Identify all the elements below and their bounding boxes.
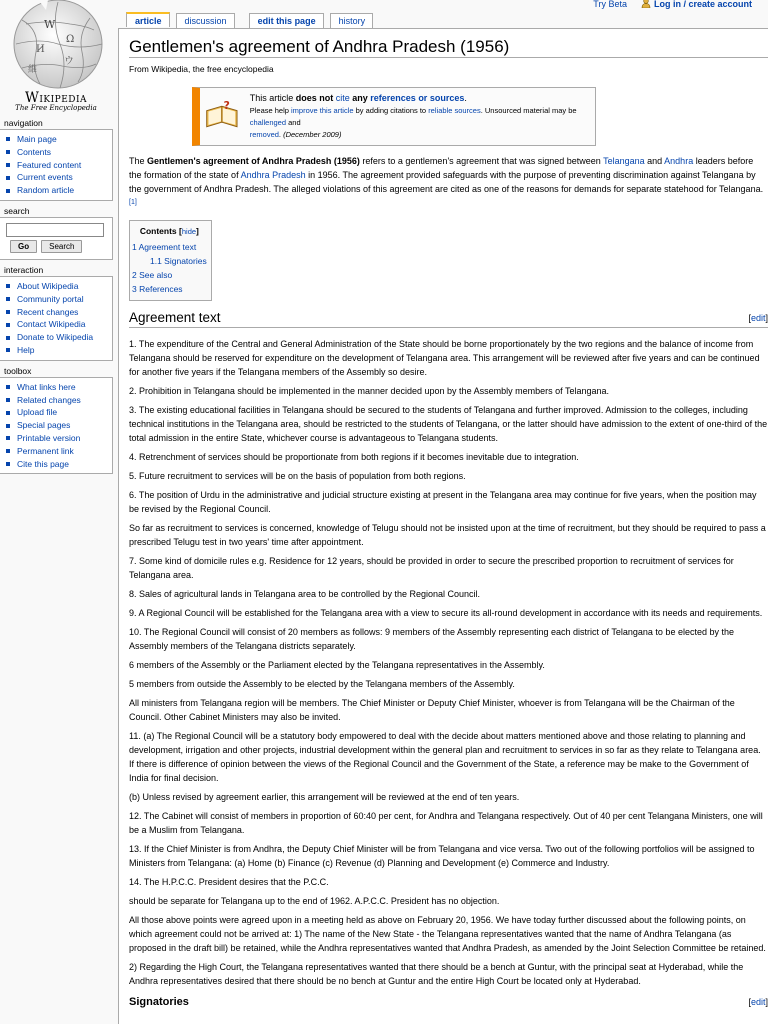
- toolbox-item[interactable]: [6, 381, 110, 394]
- tab-history[interactable]: history: [330, 13, 374, 28]
- svg-text:Ω: Ω: [66, 34, 75, 45]
- toc-item-references[interactable]: 3 References: [132, 284, 183, 294]
- notice-text-2: by adding citations to: [353, 106, 429, 115]
- andhra-pradesh-link[interactable]: Andhra Pradesh: [240, 170, 306, 180]
- navigation-portal: [0, 118, 113, 201]
- agreement-paragraph: 2) Regarding the High Court, the Telangana representatives wanted that there should be a bench at Guntur, with the principal seat at Hyderabad, while the Andhra representatives desired that there should be no bench at Guntur and the entire High Court be located only at Hyderabad.: [129, 962, 744, 986]
- references-link[interactable]: references or sources: [370, 93, 465, 103]
- toolbox-link[interactable]: Permanent link: [17, 445, 74, 456]
- interaction-item[interactable]: [6, 331, 110, 344]
- navigation-list: [0, 129, 113, 201]
- toolbox-list: [0, 377, 113, 475]
- table-of-contents: [129, 220, 212, 301]
- notice-bold-any: any: [349, 93, 371, 103]
- interaction-item[interactable]: [6, 293, 110, 306]
- agreement-paragraph: 4. Retrenchment of services should be proportionate from both regions if it becomes inevitable due to integration.: [129, 452, 579, 462]
- agreement-paragraph: 5. Future recruitment to services will be on the basis of population from both regions.: [129, 471, 466, 481]
- bullet-icon: [6, 176, 10, 180]
- toolbox-item[interactable]: [6, 394, 110, 407]
- notice-text: This article: [249, 93, 296, 103]
- section-title: Agreement text: [129, 310, 221, 325]
- agreement-paragraph: 14. The H.P.C.C. President desires that the P.C.C.: [129, 877, 329, 887]
- interaction-link[interactable]: Help: [17, 344, 35, 355]
- intro-text-3: and: [644, 156, 665, 166]
- agreement-paragraph: 13. If the Chief Minister is from Andhra, the Deputy Chief Minister will be from Telangana and vice versa. Two out of the following portfolios will be assigned to Ministers from Telangana: (a) Home (b) Finance (c) Revenue (d) Planning and Development (e) Commerce and Industry.: [129, 844, 755, 868]
- bullet-icon: [6, 297, 10, 301]
- toc-hide-link[interactable]: hide: [181, 227, 197, 236]
- agreement-paragraph: 12. The Cabinet will consist of members in proportion of 60:40 per cent, for Andhra and Telangana respectively. Out of 40 per cent Telangana Ministers, one will be a Muslim from Telangana.: [129, 811, 763, 835]
- logo-tagline: The Free Encyclopedia: [15, 104, 97, 112]
- nav-item[interactable]: [6, 146, 110, 159]
- interaction-item[interactable]: [6, 318, 110, 331]
- svg-text:W: W: [44, 18, 56, 31]
- nav-link[interactable]: Contents: [17, 146, 52, 157]
- agreement-paragraph: 9. A Regional Council will be established for the Telangana area with a view to secure its all-round development in accordance with its needs and requirements.: [129, 608, 763, 618]
- toc-item-signatories[interactable]: 1.1 Signatories: [150, 256, 207, 266]
- notice-help-text: Please help: [249, 106, 292, 115]
- page-tabs: [126, 13, 373, 28]
- notice-text-4: and: [286, 118, 301, 127]
- agreement-paragraph: should be separate for Telangana up to the end of 1962. A.P.C.C. President has no objection.: [129, 896, 500, 906]
- agreement-paragraph: 3. The existing educational facilities in Telangana should be secured to the students of Telangana and further improved. Admission to the colleges, including technical institutions in the Telangana area, should be restricted to the students of Telangana, or the latter should have admission to the extent of one-third of the total admission in the entire State, whichever course is advantageous to Telangana students.: [129, 405, 768, 443]
- section-edit: [edit]: [748, 313, 768, 323]
- subsection-edit: [edit]: [748, 997, 768, 1007]
- interaction-item[interactable]: [6, 280, 110, 293]
- try-beta-link[interactable]: Try Beta: [593, 0, 627, 9]
- toolbox-item[interactable]: [6, 406, 110, 419]
- telangana-link[interactable]: Telangana: [603, 156, 645, 166]
- personal-links: [593, 0, 752, 9]
- user-icon: [641, 0, 651, 8]
- navigation-heading: navigation: [4, 118, 43, 128]
- challenged-link[interactable]: challenged: [249, 118, 287, 127]
- book-question-icon: [204, 96, 240, 136]
- login-link[interactable]: Log in / create account: [641, 0, 752, 9]
- toolbox-heading: toolbox: [4, 365, 32, 376]
- interaction-link[interactable]: Contact Wikipedia: [17, 319, 86, 330]
- svg-text:ウ: ウ: [64, 56, 74, 67]
- bullet-icon: [6, 348, 10, 352]
- agreement-paragraph: 10. The Regional Council will consist of 20 members as follows: 9 members of the Assembly representing each district of Telangana to be elected by the Assembly members of the Telangana districts separately.: [129, 627, 734, 651]
- agreement-paragraph: 2. Prohibition in Telangana should be implemented in the manner decided upon by the Assembly members of Telangana.: [129, 386, 609, 396]
- site-subtitle: From Wikipedia, the free encyclopedia: [129, 64, 274, 74]
- nav-item[interactable]: [6, 171, 110, 184]
- agreement-paragraph: All ministers from Telangana region will be members. The Chief Minister or Deputy Chief Minister, whoever is from Telangana will be the Chairman of the Council. Other Cabinet Ministers may also be invited.: [129, 698, 735, 722]
- intro-text-4: leaders before the formation of the state of: [129, 156, 754, 180]
- notice-text-3: . Unsourced material may be: [480, 106, 577, 115]
- bullet-icon: [6, 424, 10, 428]
- agreement-paragraph: 8. Sales of agricultural lands in Telangana area to be controlled by the Regional Council.: [129, 589, 481, 599]
- reliable-sources-link[interactable]: reliable sources: [428, 106, 481, 115]
- interaction-list: [0, 276, 113, 361]
- toolbox-link[interactable]: Related changes: [17, 394, 81, 405]
- removed-link[interactable]: removed: [249, 130, 279, 139]
- toolbox-link[interactable]: Printable version: [17, 432, 81, 443]
- section-heading-signatories: [129, 995, 768, 1009]
- edit-subsection-link[interactable]: edit: [750, 997, 766, 1007]
- page-title: Gentlemen's agreement of Andhra Pradesh (1956): [129, 40, 768, 58]
- intro-text-2: refers to a gentlemen's agreement that was signed between: [359, 156, 604, 166]
- toolbox-link[interactable]: Cite this page: [17, 458, 69, 469]
- intro-paragraph: [129, 154, 768, 212]
- toc-title-text: Contents: [139, 226, 177, 236]
- nav-link[interactable]: Main page: [17, 134, 57, 144]
- svg-text:И: И: [36, 44, 45, 55]
- toolbox-item[interactable]: [6, 432, 110, 445]
- bullet-icon: [6, 137, 10, 141]
- notice-bold: does not: [295, 93, 336, 103]
- intro-bold-title: Gentlemen's agreement of Andhra Pradesh (1956): [147, 156, 360, 166]
- nav-item[interactable]: [6, 159, 110, 172]
- go-button[interactable]: Go: [10, 240, 37, 253]
- agreement-paragraph: All those above points were agreed upon in a meeting held as above on February 20, 1956. We have today further discussed about the following points, on which agreement could not be arrived at: 1) The name of the New State - the Telangana representatives wanted that the name of Andhra Telangana (as proposed in the draft bill) be retained, while the Andhra representatives wanted that Andhra Pradesh, as amended by the Joint Selection Committee be retained.: [129, 915, 766, 953]
- toc-title: Contents [hide]: [139, 226, 199, 236]
- interaction-link[interactable]: Community portal: [17, 293, 84, 304]
- toolbox-link[interactable]: What links here: [17, 381, 76, 392]
- search-button[interactable]: Search: [41, 240, 82, 253]
- sidebar: [0, 118, 113, 479]
- agreement-body: [129, 337, 768, 988]
- bullet-icon: [6, 449, 10, 453]
- search-heading: search: [4, 205, 30, 216]
- tab-article[interactable]: article: [126, 12, 170, 27]
- logo-wordmark: [6, 90, 106, 112]
- agreement-paragraph: 6. The position of Urdu in the administrative and judicial structure existing at present in the Telangana area may continue for five years, when the position may be revised by the Regional Council.: [129, 490, 757, 514]
- andhra-link[interactable]: Andhra: [664, 156, 694, 166]
- toolbox-item[interactable]: [6, 458, 110, 471]
- bullet-icon: [6, 411, 10, 415]
- interaction-item[interactable]: [6, 344, 110, 357]
- notice-text-5: .: [278, 130, 284, 139]
- search-input[interactable]: [6, 223, 104, 237]
- toolbox-portal: [0, 366, 113, 475]
- bullet-icon: [6, 385, 10, 389]
- toc-item-agreement-text[interactable]: 1 Agreement text: [132, 242, 197, 252]
- toc-item-see-also[interactable]: 2 See also: [132, 270, 173, 280]
- nav-item[interactable]: [6, 184, 110, 197]
- bullet-icon: [6, 462, 10, 466]
- unreferenced-notice: [192, 87, 596, 146]
- toolbox-link[interactable]: Upload file: [17, 407, 58, 418]
- tab-discussion[interactable]: discussion: [176, 13, 235, 28]
- tab-edit[interactable]: edit this page: [249, 13, 324, 28]
- notice-period: .: [464, 93, 467, 103]
- bullet-icon: [6, 284, 10, 288]
- agreement-paragraph: 5 members from outside the Assembly to be elected by the Telangana members of the Assembly.: [129, 679, 515, 689]
- interaction-link[interactable]: About Wikipedia: [17, 280, 79, 291]
- toolbox-item[interactable]: [6, 445, 110, 458]
- section-heading-agreement-text: [129, 311, 768, 328]
- logo-name: Wikipedia: [24, 90, 88, 106]
- interaction-item[interactable]: [6, 306, 110, 319]
- content-area: [118, 28, 768, 1024]
- bullet-icon: [6, 398, 10, 402]
- interaction-portal: [0, 265, 113, 361]
- svg-text:維: 維: [28, 65, 38, 75]
- bullet-icon: [6, 336, 10, 340]
- bullet-icon: [6, 150, 10, 154]
- intro-text-1: The: [129, 156, 148, 166]
- agreement-paragraph: (b) Unless revised by agreement earlier, this arrangement will be reviewed at the end of ten years.: [129, 792, 520, 802]
- agreement-paragraph: So far as recruitment to services is concerned, knowledge of Telugu should not be insisted upon at the time of recruitment, but they should be required to pass a prescribed Telugu test in two years' time after appointment.: [129, 523, 766, 547]
- bullet-icon: [6, 163, 10, 167]
- interaction-heading: interaction: [4, 264, 44, 275]
- svg-text:?: ?: [223, 98, 230, 112]
- agreement-paragraph: 1. The expenditure of the Central and General Administration of the State should be borne proportionately by the two regions and the balance of income from Telangana should be reserved for expenditure on the development of Telangana area. This arrangement will be reviewed after five years and can be continued for another five years if the Telangana members of the Assembly so desire.: [129, 339, 760, 377]
- nav-link[interactable]: Current events: [17, 172, 73, 183]
- nav-item[interactable]: [6, 133, 110, 146]
- agreement-paragraph: 7. Some kind of domicile rules e.g. Residence for 12 years, should be provided in order to secure the prescribed proportion to recruitment of services for Telangana area.: [129, 556, 734, 580]
- agreement-paragraph: 6 members of the Assembly or the Parliament elected by the Telangana representatives in the Assembly.: [129, 660, 545, 670]
- intro-text-5: in 1956. The agreement provided safeguards with the purpose of preventing discrimination against Telangana by the government of Andhra Pradesh. The alleged violations of this agreement are cited as one of the reasons for demands for separate statehood for Telangana.: [129, 170, 764, 194]
- toolbox-item[interactable]: [6, 419, 110, 432]
- toolbox-link[interactable]: Special pages: [17, 420, 71, 431]
- bullet-icon: [6, 436, 10, 440]
- subsection-title: Signatories: [129, 996, 189, 1008]
- nav-link[interactable]: Featured content: [17, 159, 82, 170]
- agreement-paragraph: 11. (a) The Regional Council will be a statutory body empowered to deal with the decide about matters mentioned above and those relating to planning and development, irrigation and other projects, industrial development within the general plan and recruitment to services in so far as they relate to Telangana area. If there is difference of opinion between the views of the Regional Council and the Government of the State, a reference may be make to the Government of India for final decision.: [129, 731, 761, 783]
- cite-link[interactable]: cite: [335, 93, 350, 103]
- notice-date: (December 2009): [283, 130, 342, 139]
- bullet-icon: [6, 310, 10, 314]
- bullet-icon: [6, 189, 10, 193]
- interaction-link[interactable]: Donate to Wikipedia: [17, 332, 94, 343]
- bullet-icon: [6, 323, 10, 327]
- edit-section-link[interactable]: edit: [750, 313, 766, 323]
- improve-article-link[interactable]: improve this article: [291, 106, 354, 115]
- nav-link[interactable]: Random article: [17, 185, 75, 196]
- search-portal: [0, 206, 113, 260]
- reference-1-link[interactable]: [1]: [129, 199, 137, 206]
- interaction-link[interactable]: Recent changes: [17, 306, 79, 317]
